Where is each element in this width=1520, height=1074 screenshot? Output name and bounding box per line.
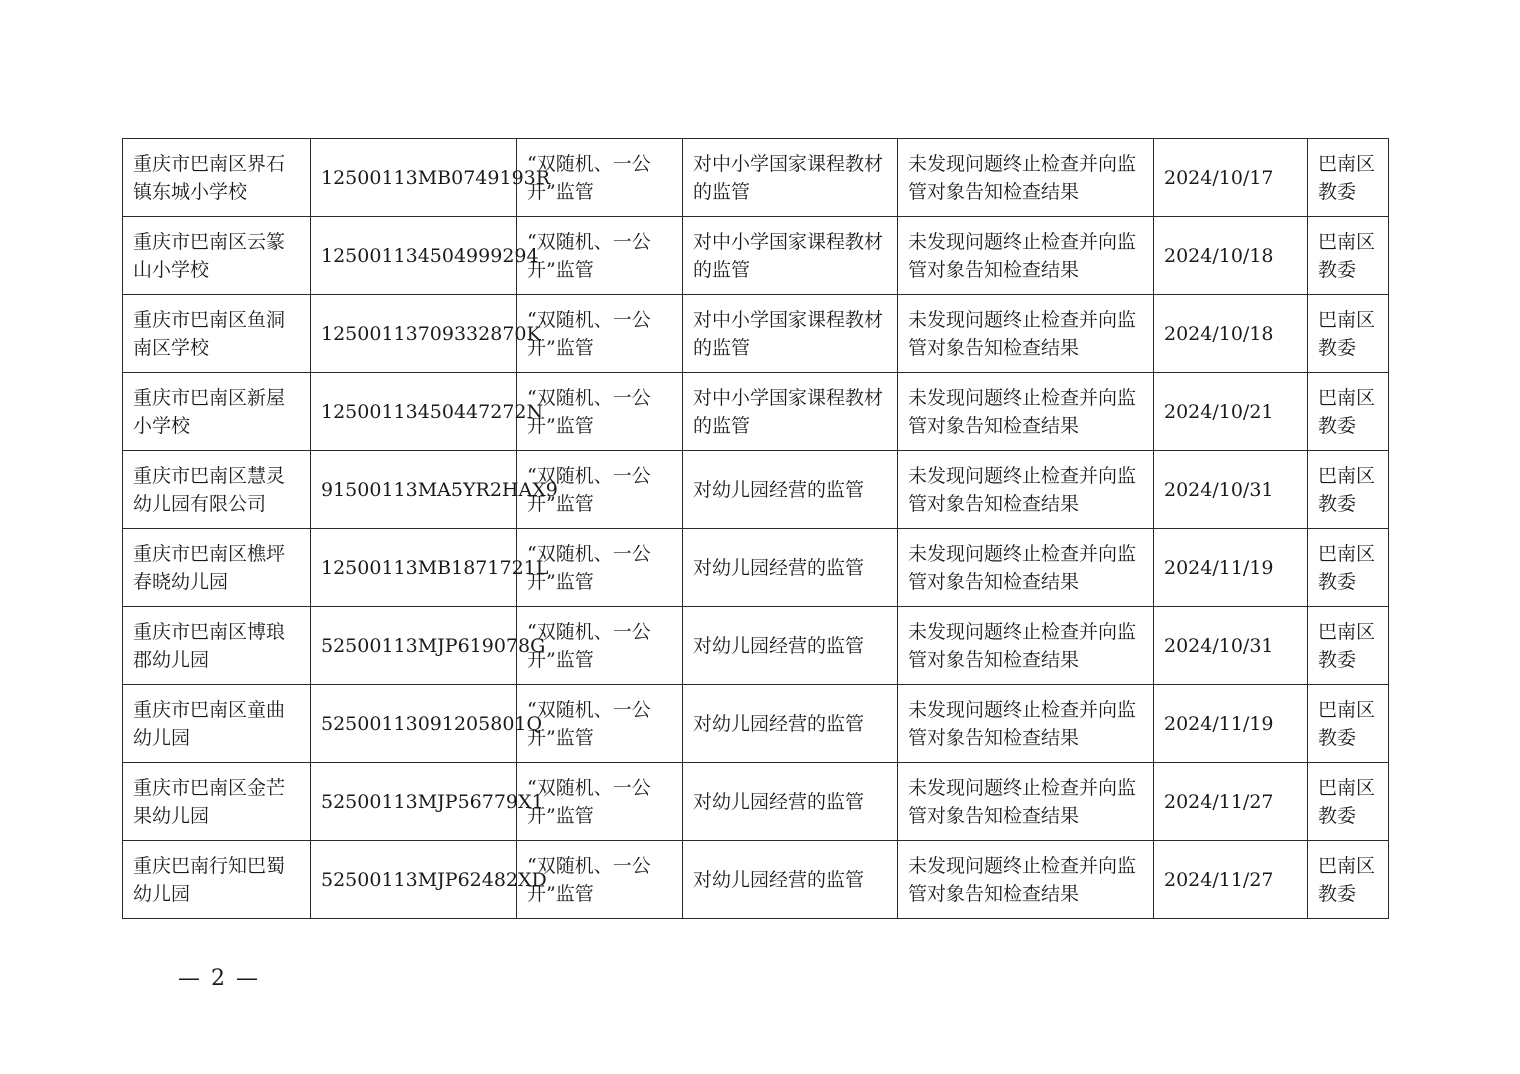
inspection-item-cell: 对中小学国家课程教材的监管 [683, 373, 898, 451]
inspection-date-cell: 2024/11/19 [1154, 529, 1308, 607]
department-cell: 巴南区教委 [1308, 841, 1389, 919]
credit-code-cell: 52500113MJP62482XD [311, 841, 517, 919]
credit-code-cell: 52500113MJP56779X1 [311, 763, 517, 841]
page-number: — 2 — [178, 966, 260, 991]
credit-code-cell: 12500113MB0749193R [311, 139, 517, 217]
inspection-result-cell: 未发现问题终止检查并向监管对象告知检查结果 [898, 607, 1154, 685]
inspection-result-cell: 未发现问题终止检查并向监管对象告知检查结果 [898, 139, 1154, 217]
credit-code-cell: 12500113450447272N [311, 373, 517, 451]
inspection-date-cell: 2024/10/21 [1154, 373, 1308, 451]
table-row [123, 295, 1389, 373]
entity-name-cell: 重庆市巴南区界石镇东城小学校 [123, 139, 311, 217]
department-cell: 巴南区教委 [1308, 685, 1389, 763]
entity-name-cell: 重庆市巴南区樵坪春晓幼儿园 [123, 529, 311, 607]
table-row [123, 685, 1389, 763]
inspection-date-cell: 2024/10/31 [1154, 451, 1308, 529]
entity-name-cell: 重庆市巴南区博琅郡幼儿园 [123, 607, 311, 685]
department-cell: 巴南区教委 [1308, 763, 1389, 841]
department-cell: 巴南区教委 [1308, 217, 1389, 295]
credit-code-cell: 52500113091205801Q [311, 685, 517, 763]
inspection-method-cell: “双随机、一公开”监管 [517, 217, 683, 295]
inspection-result-cell: 未发现问题终止检查并向监管对象告知检查结果 [898, 295, 1154, 373]
entity-name-cell: 重庆市巴南区慧灵幼儿园有限公司 [123, 451, 311, 529]
inspection-method-cell: “双随机、一公开”监管 [517, 607, 683, 685]
inspection-date-cell: 2024/10/31 [1154, 607, 1308, 685]
entity-name-cell: 重庆市巴南区新屋小学校 [123, 373, 311, 451]
credit-code-cell: 52500113MJP619078G [311, 607, 517, 685]
credit-code-cell: 12500113709332870K [311, 295, 517, 373]
inspection-method-cell: “双随机、一公开”监管 [517, 685, 683, 763]
table-row [123, 529, 1389, 607]
inspection-records-table [122, 138, 1389, 919]
inspection-method-cell: “双随机、一公开”监管 [517, 139, 683, 217]
inspection-date-cell: 2024/10/18 [1154, 217, 1308, 295]
inspection-method-cell: “双随机、一公开”监管 [517, 529, 683, 607]
table-row [123, 373, 1389, 451]
inspection-method-cell: “双随机、一公开”监管 [517, 841, 683, 919]
inspection-date-cell: 2024/11/19 [1154, 685, 1308, 763]
inspection-result-cell: 未发现问题终止检查并向监管对象告知检查结果 [898, 685, 1154, 763]
department-cell: 巴南区教委 [1308, 451, 1389, 529]
table-row [123, 607, 1389, 685]
table-row [123, 451, 1389, 529]
inspection-result-cell: 未发现问题终止检查并向监管对象告知检查结果 [898, 217, 1154, 295]
inspection-date-cell: 2024/11/27 [1154, 841, 1308, 919]
inspection-result-cell: 未发现问题终止检查并向监管对象告知检查结果 [898, 373, 1154, 451]
table-row [123, 763, 1389, 841]
department-cell: 巴南区教委 [1308, 607, 1389, 685]
inspection-date-cell: 2024/10/17 [1154, 139, 1308, 217]
credit-code-cell: 125001134504999294 [311, 217, 517, 295]
entity-name-cell: 重庆市巴南区童曲幼儿园 [123, 685, 311, 763]
inspection-item-cell: 对中小学国家课程教材的监管 [683, 217, 898, 295]
inspection-item-cell: 对中小学国家课程教材的监管 [683, 139, 898, 217]
inspection-result-cell: 未发现问题终止检查并向监管对象告知检查结果 [898, 451, 1154, 529]
entity-name-cell: 重庆市巴南区鱼洞南区学校 [123, 295, 311, 373]
inspection-item-cell: 对幼儿园经营的监管 [683, 841, 898, 919]
inspection-item-cell: 对幼儿园经营的监管 [683, 763, 898, 841]
credit-code-cell: 12500113MB1871721L [311, 529, 517, 607]
inspection-method-cell: “双随机、一公开”监管 [517, 295, 683, 373]
department-cell: 巴南区教委 [1308, 373, 1389, 451]
department-cell: 巴南区教委 [1308, 139, 1389, 217]
inspection-item-cell: 对幼儿园经营的监管 [683, 685, 898, 763]
inspection-result-cell: 未发现问题终止检查并向监管对象告知检查结果 [898, 529, 1154, 607]
inspection-result-cell: 未发现问题终止检查并向监管对象告知检查结果 [898, 763, 1154, 841]
credit-code-cell: 91500113MA5YR2HAX9 [311, 451, 517, 529]
inspection-method-cell: “双随机、一公开”监管 [517, 451, 683, 529]
table-row [123, 139, 1389, 217]
table-row [123, 217, 1389, 295]
inspection-item-cell: 对幼儿园经营的监管 [683, 607, 898, 685]
entity-name-cell: 重庆市巴南区金芒果幼儿园 [123, 763, 311, 841]
inspection-date-cell: 2024/11/27 [1154, 763, 1308, 841]
inspection-date-cell: 2024/10/18 [1154, 295, 1308, 373]
inspection-item-cell: 对幼儿园经营的监管 [683, 451, 898, 529]
inspection-result-cell: 未发现问题终止检查并向监管对象告知检查结果 [898, 841, 1154, 919]
department-cell: 巴南区教委 [1308, 529, 1389, 607]
inspection-item-cell: 对幼儿园经营的监管 [683, 529, 898, 607]
table-row [123, 841, 1389, 919]
inspection-method-cell: “双随机、一公开”监管 [517, 373, 683, 451]
inspection-method-cell: “双随机、一公开”监管 [517, 763, 683, 841]
department-cell: 巴南区教委 [1308, 295, 1389, 373]
entity-name-cell: 重庆市巴南区云篆山小学校 [123, 217, 311, 295]
inspection-item-cell: 对中小学国家课程教材的监管 [683, 295, 898, 373]
entity-name-cell: 重庆巴南行知巴蜀幼儿园 [123, 841, 311, 919]
